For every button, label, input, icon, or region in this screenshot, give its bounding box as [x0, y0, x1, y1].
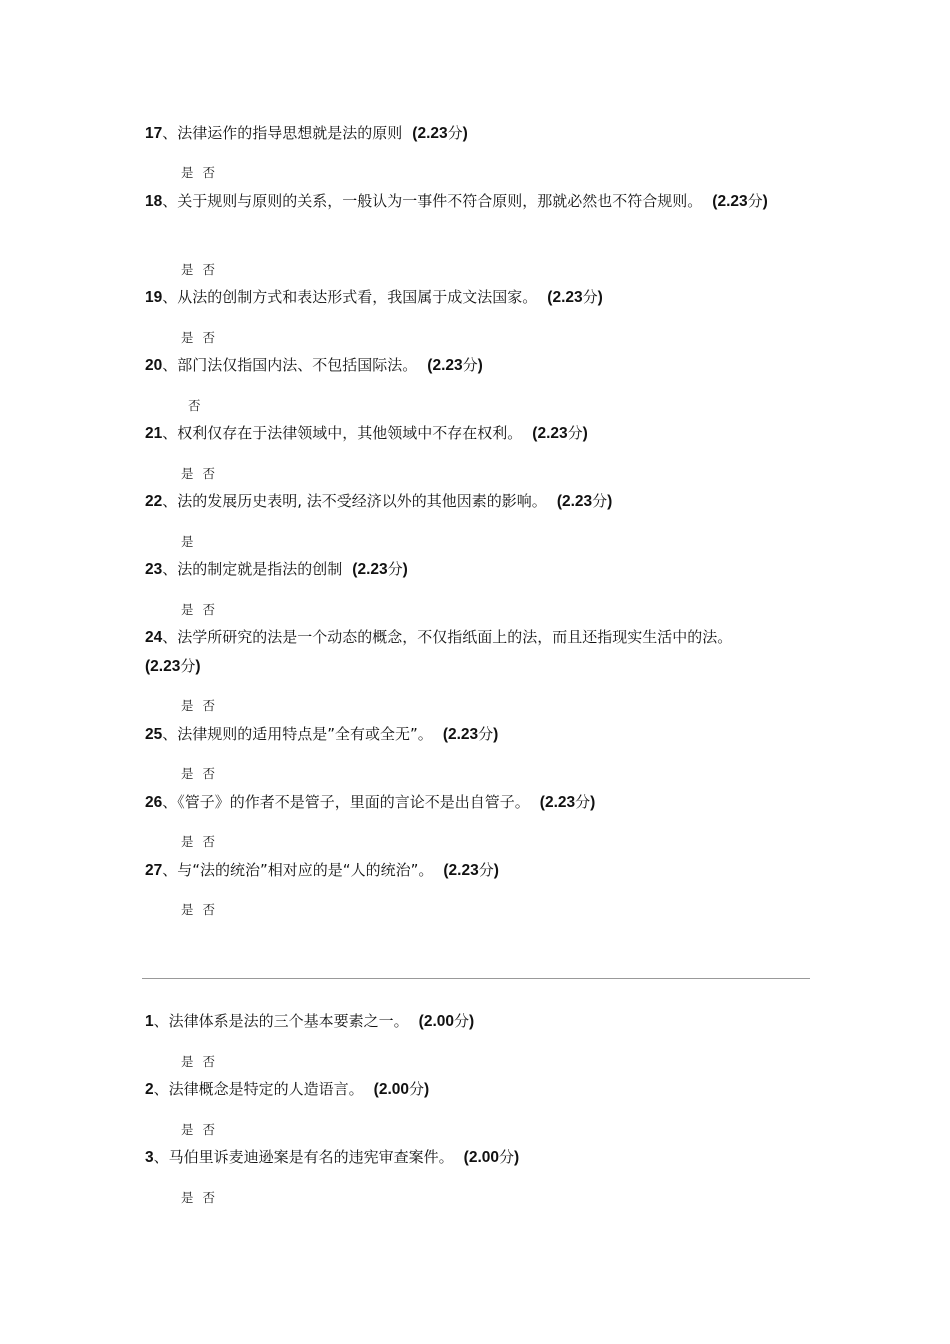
question-26: [145, 788, 810, 817]
question-21: [145, 419, 810, 448]
question-number: 18: [145, 193, 163, 210]
option-yes[interactable]: 是: [181, 902, 196, 917]
score-unit: 分: [454, 1012, 470, 1030]
question-number: 1: [145, 1013, 154, 1030]
score-close: ): [424, 1081, 430, 1098]
question-separator: 、: [162, 725, 178, 743]
question-3: [145, 1143, 810, 1172]
score-unit: 分: [582, 288, 598, 306]
options-18: [181, 262, 217, 278]
question-text: 法的发展历史表明, 法不受经济以外的其他因素的影响。: [177, 492, 547, 510]
score-value: (2.23: [532, 425, 568, 442]
question-score: [419, 1013, 475, 1030]
options-3: [181, 1190, 217, 1206]
option-no[interactable]: 否: [202, 602, 218, 617]
score-unit: 分: [462, 356, 478, 374]
score-value: (2.00: [373, 1081, 409, 1098]
question-separator: 、: [153, 1148, 169, 1166]
question-separator: 、: [162, 628, 178, 646]
score-value: (2.23: [539, 794, 576, 811]
question-score: [145, 658, 201, 675]
question-score: [374, 1081, 430, 1098]
score-unit: 分: [180, 657, 196, 675]
question-separator: 、: [162, 560, 178, 578]
question-number: 25: [145, 726, 163, 743]
option-no[interactable]: 否: [202, 698, 218, 713]
option-no[interactable]: 否: [202, 165, 218, 180]
options-22: [181, 534, 196, 550]
option-no[interactable]: 否: [202, 466, 218, 481]
option-yes[interactable]: 是: [181, 834, 196, 849]
question-text: 法的制定就是指法的创制: [177, 560, 343, 578]
question-number: 22: [145, 493, 163, 510]
question-score: [464, 1149, 520, 1166]
options-19: [181, 330, 217, 346]
score-close: ): [493, 726, 499, 743]
options-23: [181, 602, 217, 618]
score-close: ): [762, 193, 768, 210]
option-no[interactable]: 否: [202, 1054, 218, 1069]
score-close: ): [493, 862, 499, 879]
options-25: [181, 766, 217, 782]
score-value: (2.00: [418, 1013, 454, 1030]
score-unit: 分: [447, 124, 463, 142]
option-yes[interactable]: 是: [181, 165, 196, 180]
score-close: ): [582, 425, 588, 442]
score-close: ): [402, 561, 408, 578]
option-yes[interactable]: 是: [181, 1054, 196, 1069]
question-separator: 、: [162, 288, 178, 306]
question-number: 19: [145, 289, 163, 306]
score-close: ): [477, 357, 483, 374]
score-value: (2.23: [442, 726, 479, 743]
score-unit: 分: [478, 725, 494, 743]
score-close: ): [607, 493, 613, 510]
option-no[interactable]: 否: [202, 330, 218, 345]
option-yes[interactable]: 是: [181, 262, 196, 277]
option-no[interactable]: 否: [202, 1122, 218, 1137]
question-separator: 、: [162, 356, 178, 374]
question-separator: 、: [153, 1080, 169, 1098]
question-score: [443, 726, 499, 743]
question-text: 法学所研究的法是一个动态的概念，不仅指纸面上的法，而且还指现实生活中的法。: [177, 628, 733, 646]
question-22: [145, 487, 810, 516]
question-1: [145, 1007, 810, 1036]
score-unit: 分: [478, 861, 494, 879]
question-separator: 、: [153, 1012, 169, 1030]
score-value: (2.23: [427, 357, 463, 374]
question-text: 关于规则与原则的关系，一般认为一事件不符合原则，那就必然也不符合规则。: [177, 192, 703, 210]
score-value: (2.23: [352, 561, 388, 578]
question-24: [145, 623, 810, 681]
question-18: [145, 187, 810, 216]
option-no[interactable]: 否: [202, 902, 218, 917]
option-yes[interactable]: 是: [181, 534, 196, 549]
question-text: 权利仅存在于法律领域中，其他领域中不存在权利。: [177, 424, 523, 442]
options-27: [181, 902, 217, 918]
question-number: 20: [145, 357, 163, 374]
score-unit: 分: [499, 1148, 515, 1166]
question-text: 法律概念是特定的人造语言。: [168, 1080, 364, 1098]
question-number: 21: [145, 425, 163, 442]
option-yes[interactable]: 是: [181, 466, 196, 481]
options-26: [181, 834, 217, 850]
score-unit: 分: [567, 424, 583, 442]
score-unit: 分: [575, 793, 591, 811]
score-unit: 分: [409, 1080, 425, 1098]
question-separator: 、: [162, 861, 178, 879]
question-text: 马伯里诉麦迪逊案是有名的违宪审查案件。: [168, 1148, 454, 1166]
question-score: [557, 493, 613, 510]
section-divider: [142, 978, 810, 979]
score-unit: 分: [592, 492, 608, 510]
option-yes[interactable]: 是: [181, 1122, 196, 1137]
question-25: [145, 720, 810, 749]
question-text: 《管子》的作者不是管子，里面的言论不是出自管子。: [177, 793, 530, 811]
score-value: (2.23: [712, 193, 748, 210]
question-score: [352, 561, 408, 578]
question-separator: 、: [162, 424, 178, 442]
option-no[interactable]: 否: [188, 398, 203, 413]
option-no[interactable]: 否: [202, 1190, 218, 1205]
options-17: [181, 165, 217, 181]
question-number: 23: [145, 561, 163, 578]
options-20: [188, 398, 203, 414]
score-close: ): [597, 289, 603, 306]
options-2: [181, 1122, 217, 1138]
question-number: 2: [145, 1081, 154, 1098]
question-number: 24: [145, 629, 163, 646]
question-text: 法律体系是法的三个基本要素之一。: [168, 1012, 409, 1030]
question-2: [145, 1075, 810, 1104]
question-score: [547, 289, 603, 306]
option-yes[interactable]: 是: [181, 330, 196, 345]
option-yes[interactable]: 是: [181, 766, 196, 781]
option-yes[interactable]: 是: [181, 698, 196, 713]
question-separator: 、: [162, 192, 178, 210]
option-no[interactable]: 否: [202, 834, 218, 849]
score-value: (2.23: [547, 289, 583, 306]
question-23: [145, 555, 810, 584]
score-close: ): [195, 658, 201, 675]
question-number: 17: [145, 125, 163, 142]
question-score: [443, 862, 499, 879]
option-no[interactable]: 否: [202, 766, 218, 781]
question-number: 27: [145, 862, 163, 879]
question-17: [145, 119, 810, 148]
options-21: [181, 466, 217, 482]
question-separator: 、: [162, 492, 178, 510]
score-value: (2.23: [412, 125, 448, 142]
score-value: (2.23: [443, 862, 479, 879]
score-value: (2.00: [463, 1149, 499, 1166]
option-yes[interactable]: 是: [181, 1190, 196, 1205]
question-19: [145, 283, 810, 312]
question-score: [712, 193, 768, 210]
option-yes[interactable]: 是: [181, 602, 196, 617]
question-27: [145, 856, 810, 885]
score-close: ): [469, 1013, 475, 1030]
question-score: [427, 357, 483, 374]
option-no[interactable]: 否: [202, 262, 218, 277]
options-24: [181, 698, 217, 714]
score-value: (2.23: [145, 658, 181, 675]
question-text: 与“法的统治”相对应的是“人的统治”。: [177, 861, 434, 879]
question-separator: 、: [162, 124, 178, 142]
question-text: 从法的创制方式和表达形式看，我国属于成文法国家。: [177, 288, 538, 306]
question-20: [145, 351, 810, 380]
score-close: ): [514, 1149, 520, 1166]
score-value: (2.23: [556, 493, 593, 510]
score-close: ): [590, 794, 596, 811]
question-score: [532, 425, 588, 442]
question-number: 26: [145, 794, 163, 811]
question-separator: 、: [162, 793, 178, 811]
question-score: [540, 794, 596, 811]
score-close: ): [462, 125, 468, 142]
question-text: 法律运作的指导思想就是法的原则: [177, 124, 403, 142]
question-score: [412, 125, 468, 142]
question-number: 3: [145, 1149, 154, 1166]
score-unit: 分: [747, 192, 763, 210]
question-text: 法律规则的适用特点是”全有或全无”。: [177, 725, 433, 743]
options-1: [181, 1054, 217, 1070]
score-unit: 分: [387, 560, 403, 578]
question-text: 部门法仅指国内法、不包括国际法。: [177, 356, 418, 374]
